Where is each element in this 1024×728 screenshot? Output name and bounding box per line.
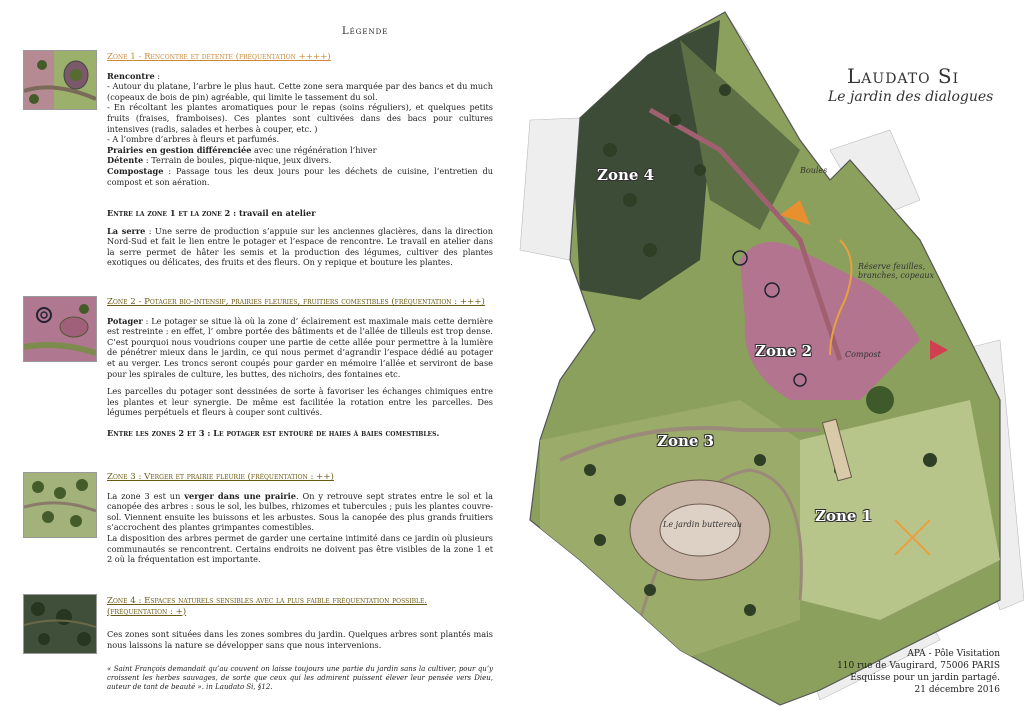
credits <box>830 648 1000 696</box>
detente-rest: : Terrain de boules, pique-nique, jeux divers. <box>143 155 332 166</box>
between12-suffix: : travail en atelier <box>230 208 316 218</box>
zone3-p1-pre: La zone 3 est un <box>107 490 185 501</box>
zone3-p1-rest: . On y retrouve sept strates entre le sol et la canopée des arbres : sous le sol, les bulbes, rhizomes et tubercules ; puis les plantes couvre-sol. Viennent ensuite les buissons et les arbustes. Sous la canopée des plus grands fruitiers s’accrochent des plantes grimpantes comestibles. <box>107 490 493 533</box>
zone1-line-1: - Autour du platane, l’arbre le plus haut. Cette zone sera marquée par des bancs et du much (copeaux de bois de pin) agréable, qui limite le tassement du sol. <box>107 81 493 102</box>
potager-rest: : Le potager se situe là où la zone d’ éclairement est maximale mais cette dernière est restreinte : en effet, l’ ombre portée des bâtiments et de l’allée de tilleuls est trop dense. C’est pourquoi nous voudrions couper une partie de cette allée pour permettre à la lumière de pénétrer mieux dans le jardin, ce qui nous permet d’agrandir l’espace dédié au potager et au verger. Les troncs seront coupés pour garder en mémoire l’allée et serviront de base pour les spirales de culture, les buttes, des nichoirs, des fontaines etc. <box>107 315 493 379</box>
zone1-label: Zone 1 <box>815 507 873 525</box>
credits-line-2: 110 rue de Vaugirard, 75006 PARIS <box>837 661 1000 671</box>
credits-line-1: APA - Pôle Visitation <box>907 649 1000 659</box>
zone1-line-3: - A l’ombre d’arbres à fleurs et parfumés. <box>107 134 280 145</box>
zone3-paragraph-2: La disposition des arbres permet de garder une certaine intimité dans ce jardin où plusieurs communautés se rencontrent. Certains endroits ne doivent pas être visibles de la zone 1 et 2 où la fréquentation est importante. <box>107 532 493 565</box>
compostage-rest: : Passage tous les deux jours pour les déchets de cuisine, l’entretien du compost et son aération. <box>107 165 493 187</box>
detente-bold: Détente <box>107 155 144 166</box>
zone2-section <box>107 297 493 446</box>
zone3-label: Zone 3 <box>657 432 715 450</box>
zone1-section <box>107 52 493 187</box>
legend-title: Légende <box>342 26 389 37</box>
garden-plan-drawing <box>500 0 1024 724</box>
zone4-section <box>107 596 493 657</box>
boules-note: Boules <box>800 166 828 175</box>
zone1-heading: Zone 1 - Rencontre et détente (fréquentation ++++) <box>107 52 331 62</box>
buttereau-note: Le jardin buttereau <box>663 520 742 529</box>
saint-francois-quote <box>107 665 493 692</box>
map-title: Laudato Si <box>847 64 960 88</box>
credits-line-3: Esquisse pour un jardin partagé. <box>850 673 1000 683</box>
zone4-label: Zone 4 <box>597 166 655 184</box>
zone4-thumbnail <box>23 594 97 654</box>
zone2-thumbnail <box>23 296 97 362</box>
prairies-rest: avec une régénération l’hiver <box>251 144 377 155</box>
compostage-bold: Compostage <box>107 165 164 176</box>
rencontre-title: Rencontre <box>107 70 155 81</box>
serre-rest: : Une serre de production s’appuie sur les anciennes glacières, dans la direction Nord-Sud et fait le lien entre le potager et l’espace de rencontre. Le travail en atelier dans la serre permet de hâter les semis et la production des légumes, cultiver des plantes exotiques ou délicates, des fruits et des fleurs. On y repique et bouture les plantes. <box>107 225 493 268</box>
between12-prefix: Entre la zone 1 et la zone 2 <box>107 208 231 218</box>
quote-source: Laudato Si <box>215 683 254 691</box>
zone4-paragraph: Ces zones sont situées dans les zones sombres du jardin. Quelques arbres sont plantés mais nous laissons la nature se développer sans que nous intervenions. <box>107 629 493 650</box>
compost-note: Compost <box>845 350 881 359</box>
zone3-thumbnail <box>23 472 97 538</box>
zone2-heading: Zone 2 - Potager bio-intensif, prairies fleuries, fruitiers comestibles (fréquentation : +++) <box>107 297 485 307</box>
quote-source-rest: , §12. <box>253 683 273 691</box>
zone3-heading: Zone 3 : Verger et prairie fleurie (fréquentation : ++) <box>107 472 334 482</box>
potager-bold: Potager <box>107 315 143 326</box>
zone1-thumbnail <box>23 50 97 110</box>
garden-map <box>500 0 1024 724</box>
credits-line-4: 21 décembre 2016 <box>914 685 1000 695</box>
zone4-heading-line2: (fréquentation : +) <box>107 606 187 617</box>
rencontre-suffix: : <box>154 70 161 81</box>
reserve-note: Réserve feuilles, branches, copeaux <box>858 262 935 280</box>
zone3-section <box>107 472 493 572</box>
zone4-heading-line1: Zone 4 : Espaces naturels sensibles avec la plus faible fréquentation possible. <box>107 596 428 606</box>
zone3-p1-bold: verger dans une prairie <box>184 490 296 501</box>
prairies-bold: Prairies en gestion différenciée <box>107 144 252 155</box>
between23-text: Entre les zones 2 et 3 : Le potager est entouré de haies à baies comestibles. <box>107 427 440 438</box>
between-zone1-zone2 <box>107 208 493 275</box>
zone1-line-2: - En récoltant les plantes aromatiques pour le repas (soins réguliers), et quelques petits fruits (fraises, framboises). Ces plantes sont cultivées dans des bacs pour cultures intensives (radis, salades et herbes à couper, etc. ) <box>107 102 493 134</box>
quote-text: « Saint François demandait qu’au couvent on laisse toujours une partie du jardin sans la cultiver, pour qu’y croissent les herbes sauvages, de sorte que ceux qui les admirent puissent élever leur pensée vers Dieu, auteur de tant de beauté ». in <box>107 665 493 691</box>
serre-bold: La serre <box>107 225 146 236</box>
zone2-paragraph-2: Les parcelles du potager sont dessinées de sorte à favoriser les échanges chimiques entre les plantes et leur synergie. De même est facilitée la rotation entre les parcelles. Des légumes perpétuels et fleurs à couper sont cultivés. <box>107 386 493 418</box>
map-subtitle: Le jardin des dialogues <box>828 89 994 105</box>
zone2-label: Zone 2 <box>755 342 813 360</box>
